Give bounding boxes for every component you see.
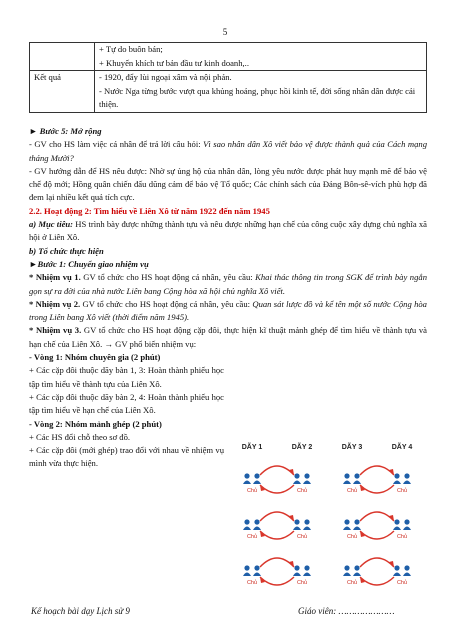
text-run-italic: Khai thác thông tin trong SGK để trình bày ngắn gọn sự ra đời của nhà nước Liên bang Cộng hòa xã hội chủ nghĩa Xô viết.	[29, 272, 427, 296]
swap-arrow-bottom	[360, 577, 394, 585]
swap-arrow-top	[260, 558, 294, 567]
step1-heading: ►Bước 1: Chuyển giao nhiệm vụ	[29, 258, 149, 269]
step5-paragraph-2: - GV hướng dẫn để HS nêu được: Nhờ sự ủng hộ của nhân dân, lòng yêu nước được phát huy mạnh mẽ để bảo vệ chế độ mới; Hồng quân chiến đấu dũng cảm để bảo vệ Tổ quốc; Các chính sách của Đảng Bôn-sê-vích phù hợp đã đem lại nhiều kết quả tích cực.	[29, 165, 427, 203]
person-head-icon	[254, 519, 259, 524]
table-cell	[95, 43, 427, 71]
table-row	[30, 71, 427, 113]
swap-arrow-top	[260, 512, 294, 521]
activity2-title: 2.2. Hoạt động 2: Tìm hiểu về Liên Xô từ năm 1922 đến năm 1945	[29, 205, 270, 216]
person-label: Chủ	[296, 580, 308, 586]
table-label-result: Kết quả	[30, 71, 95, 113]
swap-arrow-bottom	[360, 485, 394, 493]
person-body-icon	[393, 573, 401, 577]
footer-left: Kế hoạch bài dạy Lịch sử 9	[31, 606, 130, 616]
jigsaw-instructions	[29, 351, 224, 471]
person-head-icon	[344, 473, 349, 478]
arrow-head	[389, 515, 394, 521]
task2-paragraph	[29, 298, 427, 325]
person-body-icon	[343, 527, 351, 531]
person-label: Chủ	[346, 580, 358, 586]
goal-text: HS trình bày được những thành tựu và nêu được những hạn chế của công cuộc xây dựng chủ nghĩa xã hội ở Liên Xô.	[29, 219, 427, 243]
swap-arrow-bottom	[260, 531, 294, 539]
table-row	[30, 43, 427, 71]
swap-arrow-top	[260, 466, 294, 475]
person-head-icon	[254, 473, 259, 478]
table-line: + Tự do buôn bán;	[99, 44, 163, 54]
table-cell	[95, 71, 427, 113]
table-cell-empty	[30, 43, 95, 71]
swap-arrow-top	[360, 512, 394, 521]
person-body-icon	[253, 527, 261, 531]
person-body-icon	[353, 527, 361, 531]
person-body-icon	[243, 481, 251, 485]
person-body-icon	[403, 527, 411, 531]
step5-heading: ► Bước 5: Mở rộng	[29, 126, 102, 136]
person-head-icon	[244, 565, 249, 570]
text-run: - GV cho HS làm việc cá nhân để trả lời câu hỏi:	[29, 139, 204, 150]
task1-paragraph	[29, 271, 427, 298]
column-header: DÃY 2	[291, 444, 313, 451]
column-header: DÃY 1	[241, 444, 263, 451]
person-head-icon	[394, 473, 399, 478]
round1-heading: - Vòng 1: Nhóm chuyên gia (2 phút)	[29, 352, 161, 363]
person-body-icon	[293, 481, 301, 485]
round2-heading: - Vòng 2: Nhóm mảnh ghép (2 phút)	[29, 418, 162, 429]
person-head-icon	[354, 473, 359, 478]
page-footer	[31, 606, 421, 616]
swap-arrow-bottom	[360, 531, 394, 539]
arrow-head	[389, 469, 394, 475]
round2-item-a: + Các HS đổi chỗ theo sơ đồ.	[29, 431, 131, 442]
person-head-icon	[244, 473, 249, 478]
round1-item-b: + Các cặp đôi thuộc dãy bàn 2, 4: Hoàn thành phiếu học tập tìm hiểu về hạn chế của Liên Xô.	[29, 391, 224, 416]
person-label: Chủ	[246, 580, 258, 586]
person-head-icon	[294, 519, 299, 524]
table-line: - Nước Nga từng bước vượt qua khủng hoảng, phục hồi kinh tế, đời sống nhân dân được cải thiện.	[99, 85, 416, 109]
task3-paragraph	[29, 324, 427, 351]
person-body-icon	[393, 527, 401, 531]
person-head-icon	[244, 519, 249, 524]
person-head-icon	[304, 519, 309, 524]
swap-arrow-top	[360, 466, 394, 475]
task2-label: * Nhiệm vụ 2.	[29, 298, 81, 309]
swap-arrow-top	[360, 558, 394, 567]
person-body-icon	[403, 573, 411, 577]
table-line: + Khuyến khích tư bản đầu tư kinh doanh,..	[99, 57, 249, 68]
goal-label: a) Mục tiêu:	[29, 219, 74, 230]
person-body-icon	[293, 573, 301, 577]
org-label: b) Tổ chức thực hiện	[29, 245, 104, 256]
person-body-icon	[403, 481, 411, 485]
person-head-icon	[404, 473, 409, 478]
text-run-italic: Quan sát lược đồ và kể tên một số nước Cộng hòa trong Liên bang Xô viết (thời điểm năm 1945).	[29, 298, 427, 323]
goal-paragraph	[29, 218, 427, 245]
person-head-icon	[404, 519, 409, 524]
column-header: DÃY 3	[341, 444, 363, 451]
person-head-icon	[354, 565, 359, 570]
swap-arrow-bottom	[260, 577, 294, 585]
person-head-icon	[254, 565, 259, 570]
person-head-icon	[394, 565, 399, 570]
person-head-icon	[294, 473, 299, 478]
arrow-head	[289, 515, 294, 521]
text-run: GV tổ chức cho HS hoạt động cặp đôi, thực hiện kĩ thuật mảnh ghép để tìm hiểu về thành tựu và hạn chế của Liên Xô. → GV phổ biến nhiệm vụ:	[29, 325, 427, 349]
person-body-icon	[293, 527, 301, 531]
person-head-icon	[344, 565, 349, 570]
person-body-icon	[243, 527, 251, 531]
person-head-icon	[294, 565, 299, 570]
person-body-icon	[303, 573, 311, 577]
person-label: Chủ	[396, 534, 408, 540]
person-label: Chủ	[396, 580, 408, 586]
document-body	[29, 125, 427, 471]
task3-label: * Nhiệm vụ 3.	[29, 325, 82, 336]
step5-paragraph-1	[29, 138, 427, 165]
person-head-icon	[404, 565, 409, 570]
swap-arrow-bottom	[260, 485, 294, 493]
text-run: GV tổ chức cho HS hoạt động cá nhân, yêu cầu:	[80, 298, 253, 309]
person-body-icon	[353, 573, 361, 577]
column-header: DÃY 4	[391, 444, 413, 451]
person-body-icon	[353, 481, 361, 485]
table-line: - 1920, đẩy lùi ngoại xâm và nội phản.	[99, 72, 232, 82]
person-body-icon	[343, 573, 351, 577]
page-number: 5	[222, 27, 228, 37]
person-head-icon	[304, 565, 309, 570]
person-label: Chủ	[296, 488, 308, 494]
arrow-head	[389, 561, 394, 567]
arrow-head	[289, 469, 294, 475]
person-body-icon	[253, 481, 261, 485]
arrow-head	[289, 561, 294, 567]
person-label: Chủ	[296, 534, 308, 540]
question-italic: Vì sao nhân dân Xô viết bảo vệ được thành quả của Cách mạng tháng Mười?	[29, 139, 427, 163]
person-body-icon	[303, 481, 311, 485]
person-body-icon	[243, 573, 251, 577]
footer-right: Giáo viên: …………………	[298, 606, 395, 616]
person-label: Chủ	[396, 488, 408, 494]
task1-label: * Nhiệm vụ 1.	[29, 272, 81, 283]
person-label: Chủ	[246, 534, 258, 540]
person-body-icon	[393, 481, 401, 485]
text-run: GV tổ chức cho HS hoạt động cá nhân, yêu cầu:	[80, 272, 256, 283]
person-body-icon	[343, 481, 351, 485]
person-head-icon	[304, 473, 309, 478]
person-head-icon	[344, 519, 349, 524]
person-body-icon	[253, 573, 261, 577]
result-table	[29, 42, 427, 113]
person-label: Chủ	[346, 488, 358, 494]
person-head-icon	[354, 519, 359, 524]
person-body-icon	[303, 527, 311, 531]
round2-item-b: + Các cặp đôi (mới ghép) trao đổi với nhau về nhiệm vụ mình vừa thực hiện.	[29, 445, 224, 469]
person-label: Chủ	[346, 534, 358, 540]
jigsaw-diagram	[230, 441, 430, 591]
person-label: Chủ	[246, 488, 258, 494]
round1-item-a: + Các cặp đôi thuộc dãy bàn 1, 3: Hoàn thành phiếu học tập tìm hiểu về thành tựu của Liên Xô.	[29, 365, 224, 389]
person-head-icon	[394, 519, 399, 524]
